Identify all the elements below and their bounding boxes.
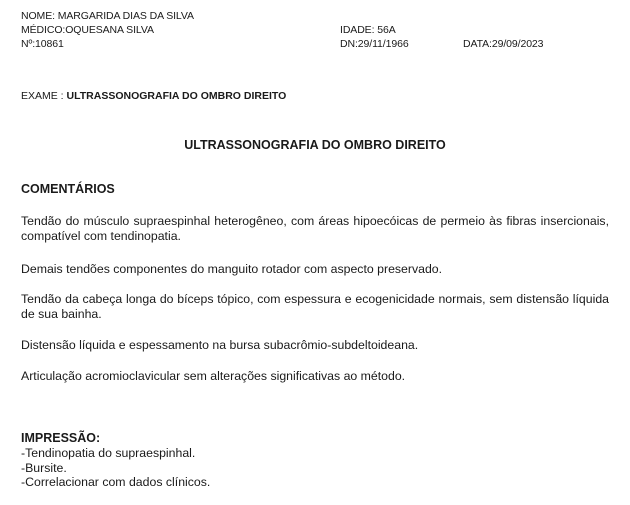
impression-list (21, 446, 210, 490)
exam-label: EXAME : (21, 90, 64, 102)
report-title: ULTRASSONOGRAFIA DO OMBRO DIREITO (184, 138, 446, 152)
impression-item: -Correlacionar com dados clínicos. (21, 475, 211, 489)
patient-age: IDADE: 56A (340, 24, 396, 36)
report-date: DATA:29/09/2023 (463, 38, 544, 50)
comment-paragraph: Distensão líquida e espessamento na bursa subacrômio-subdeltoideana. (21, 338, 419, 352)
comment-paragraph: Articulação acromioclavicular sem alterações significativas ao método. (21, 369, 406, 383)
birth-date: DN:29/11/1966 (340, 38, 409, 50)
comments-heading: COMENTÁRIOS (21, 182, 115, 196)
comment-paragraph: Tendão da cabeça longa do bíceps tópico, com espessura e ecogenicidade normais, sem distensão líquida de sua bainha. (21, 292, 609, 321)
exam-line (21, 90, 286, 102)
patient-name: NOME: MARGARIDA DIAS DA SILVA (21, 10, 194, 22)
impression-heading: IMPRESSÃO: (21, 431, 101, 445)
doctor-name: MÉDICO:OQUESANA SILVA (21, 24, 154, 36)
impression-item: -Bursite. (21, 460, 67, 475)
comment-paragraph: Demais tendões componentes do manguito rotador com aspecto preservado. (21, 262, 443, 276)
comment-paragraph: Tendão do músculo supraespinhal heterogêneo, com áreas hipoecóicas de permeio às fibras insercionais, compatível com tendinopatia. (21, 214, 609, 243)
impression-item: -Tendinopatia do supraespinhal. (21, 446, 196, 460)
record-number: Nº:10861 (21, 38, 64, 50)
exam-name: ULTRASSONOGRAFIA DO OMBRO DIREITO (66, 90, 287, 102)
